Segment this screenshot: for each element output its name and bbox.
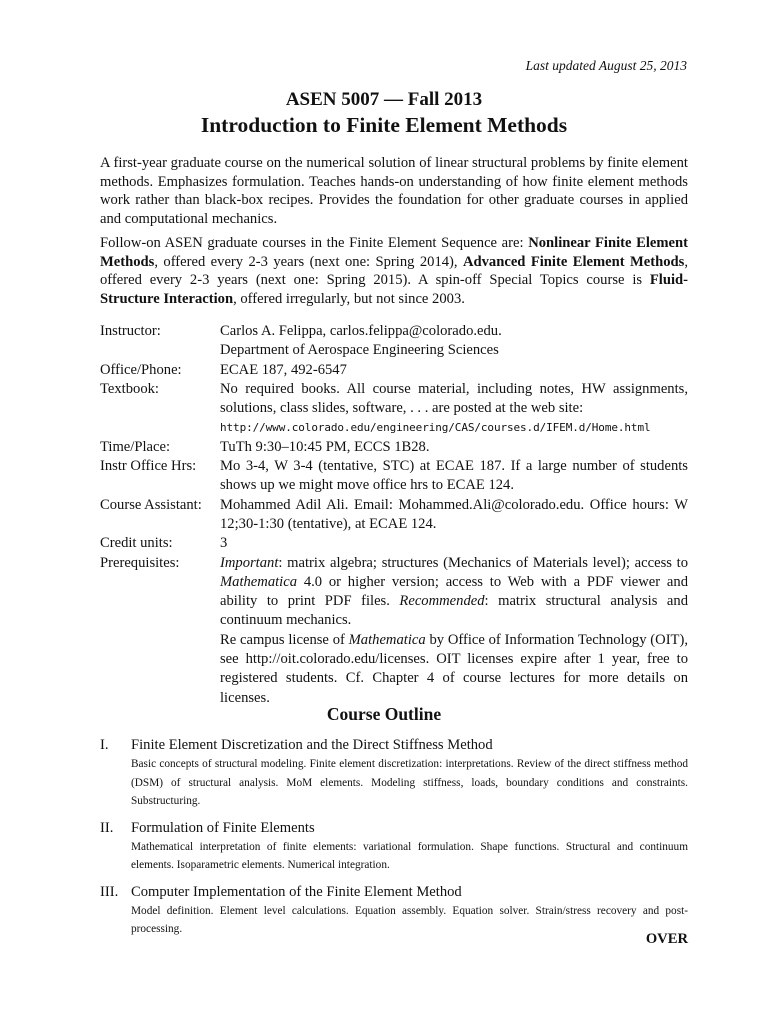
outline-item-title: Finite Element Discretization and the Direct Stiffness Method	[131, 737, 493, 753]
license-text-part: by Office of Information Technology (OIT), see http://oit.colorado.edu/licenses. OIT licenses expire after 1 year, free to registered students. Cf. Chapter 4 of course lectures for more details on licenses.	[220, 631, 688, 706]
info-row-instructor	[100, 322, 688, 361]
last-updated: Last updated August 25, 2013	[525, 58, 687, 73]
prerequisites-value	[220, 554, 688, 708]
info-label: Time/Place:	[100, 438, 170, 455]
follow-on-paragraph	[100, 234, 688, 308]
over-marker: OVER	[645, 931, 688, 947]
outline-item-description: Model definition. Element level calculations. Equation assembly. Equation solver. Strain/stress recovery and post-processing.	[131, 904, 688, 935]
prereq-emphasis: Recommended	[399, 593, 485, 610]
time-value: TuTh 9:30–10:45 PM, ECCS 1B28.	[220, 438, 430, 455]
credit-value: 3	[220, 535, 228, 552]
course-info-table	[100, 322, 688, 708]
outline-item-header	[100, 883, 688, 902]
course-advanced: Advanced Finite Element Methods	[462, 253, 685, 270]
outline-item-title: Computer Implementation of the Finite Element Method	[131, 883, 462, 900]
prereq-emphasis: Mathematica	[220, 573, 298, 590]
prereq-emphasis: Important	[220, 554, 279, 571]
outline-item-number: I.	[100, 737, 109, 753]
prereq-text: 4.0 or higher version; access to Web with a PDF viewer and ability to print PDF files.	[220, 573, 688, 610]
assistant-value: Mohammed Adil Ali. Email: Mohammed.Ali@colorado.edu. Office hours: W 12;30-1:30 (tentative), at ECAE 124.	[220, 496, 688, 532]
course-website-link[interactable]: http://www.colorado.edu/engineering/CAS/courses.d/IFEM.d/Home.html	[220, 421, 651, 435]
info-row-prerequisites	[100, 554, 688, 708]
follow-on-text: , offered every 2-3 years (next one: Spring 2014),	[154, 253, 463, 270]
info-label: Credit units:	[100, 535, 173, 552]
info-row-assistant	[100, 496, 688, 535]
course-outline	[100, 736, 688, 947]
info-row-time	[100, 438, 688, 457]
outline-item	[100, 736, 688, 811]
prerequisites-text	[220, 554, 688, 631]
office-hours-value: Mo 3-4, W 3-4 (tentative, STC) at ECAE 187. If a large number of students shows up we might move office hrs to ECAE 124.	[220, 458, 688, 494]
course-nonlinear: Nonlinear Finite Element Methods	[100, 235, 688, 270]
info-label: Office/Phone:	[100, 361, 182, 378]
license-text-part: Re campus license of	[220, 631, 349, 648]
outline-item-header	[100, 819, 688, 838]
intro-paragraph: A first-year graduate course on the numerical solution of linear structural problems by finite element methods. Emphasizes formulation. Teaches hands-on understanding of how finite element methods work rather than black-box recipes. Provides the foundation for other graduate courses in applied and computational mechanics.	[100, 155, 688, 227]
license-emphasis: Mathematica	[348, 631, 426, 648]
info-label: Textbook:	[100, 380, 159, 397]
info-label: Instructor:	[100, 323, 161, 339]
prereq-text: : matrix algebra; structures (Mechanics of Materials level); access to	[278, 554, 688, 571]
outline-item-number: II.	[100, 819, 114, 836]
outline-item	[100, 819, 688, 875]
info-label: Prerequisites:	[100, 554, 180, 571]
instructor-name: Carlos A. Felippa, carlos.felippa@colorado.edu.	[220, 323, 502, 339]
outline-item-description: Mathematical interpretation of finite elements: variational formulation. Shape functions. Structural and continuum elements. Isoparametric elements. Numerical integration.	[131, 840, 688, 871]
prereq-text: : matrix structural analysis and continuum mechanics.	[220, 593, 688, 629]
outline-item-description: Basic concepts of structural modeling. Finite element discretization: interpretations. Review of the direct stiffness method (DSM) of structural analysis. MoM elements. Modeling stiffness, loads, boundary conditions and constraints. Substructuring.	[131, 758, 688, 807]
info-label: Course Assistant:	[100, 496, 202, 513]
outline-item-header	[100, 736, 688, 755]
info-row-office-hours	[100, 457, 688, 496]
office-value: ECAE 187, 492-6547	[220, 361, 347, 378]
info-row-office	[100, 361, 688, 380]
course-outline-heading: Course Outline	[326, 704, 442, 724]
outline-item	[100, 883, 688, 939]
textbook-text: No required books. All course material, including notes, HW assignments, solutions, class slides, software, . . . are posted at the web site:	[220, 380, 688, 417]
info-label: Instr Office Hrs:	[100, 458, 197, 475]
follow-on-text: , offered every 2-3 years (next one: Spring 2015). A spin-off Special Topics course is	[100, 253, 689, 289]
course-fsi: Fluid-Structure Interaction	[100, 272, 688, 307]
follow-on-text: Follow-on ASEN graduate courses in the Finite Element Sequence are:	[100, 235, 529, 251]
outline-item-title: Formulation of Finite Elements	[131, 819, 315, 836]
course-code: ASEN 5007 — Fall 2013	[285, 89, 483, 110]
info-row-credits	[100, 534, 688, 553]
course-title: Introduction to Finite Element Methods	[200, 113, 568, 137]
info-row-textbook	[100, 380, 688, 438]
textbook-value	[220, 380, 688, 438]
outline-item-number: III.	[100, 883, 119, 900]
license-text	[220, 631, 688, 708]
follow-on-text: , offered irregularly, but not since 2003.	[233, 290, 465, 307]
instructor-department: Department of Aerospace Engineering Sciences	[220, 342, 499, 359]
instructor-value	[220, 322, 688, 361]
